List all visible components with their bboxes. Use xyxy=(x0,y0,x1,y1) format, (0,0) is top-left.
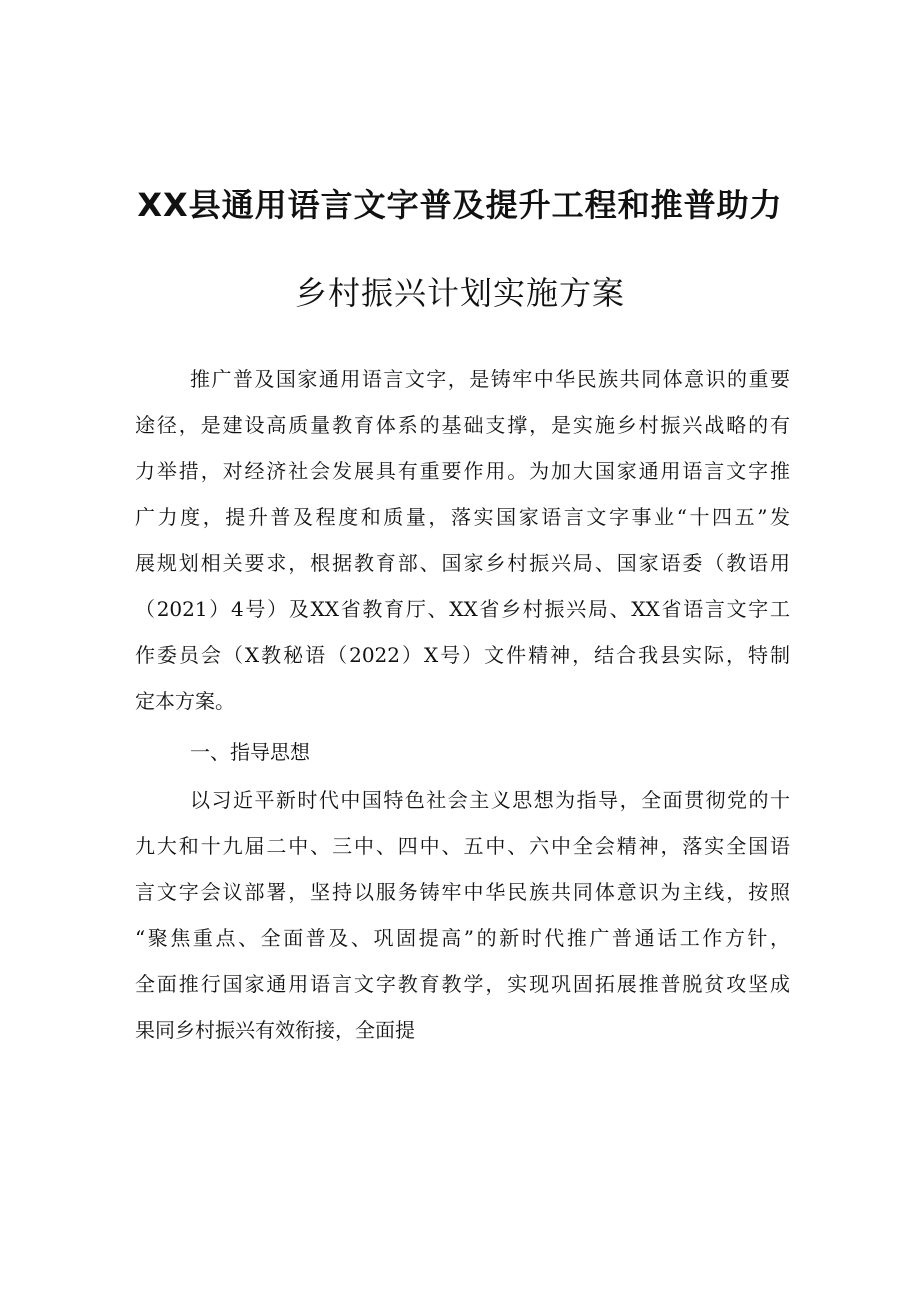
section-paragraph-line: 果同乡村振兴有效衔接，全面提 xyxy=(135,1018,415,1042)
section-paragraph-line: 九大和十九届二中、三中、四中、五中、六中全会精神，落实全国语 xyxy=(135,834,790,858)
intro-paragraph-line: （2021）4号）及XX省教育厅、XX省乡村振兴局、XX省语言文字工 xyxy=(135,597,790,621)
section-paragraph-line: 言文字会议部署，坚持以服务铸牢中华民族共同体意识为主线，按照 xyxy=(135,880,790,904)
section-paragraph-line: “聚焦重点、全面普及、巩固提高”的新时代推广普通话工作方针， xyxy=(135,926,790,950)
intro-paragraph-line: 广力度，提升普及程度和质量，落实国家语言文字事业“十四五”发 xyxy=(135,505,790,529)
intro-paragraph-line: 推广普及国家通用语言文字，是铸牢中华民族共同体意识的重要 xyxy=(190,367,790,391)
document-title-line-1: XX县通用语言文字普及提升工程和推普助力 xyxy=(137,186,783,224)
intro-paragraph-line: 展规划相关要求，根据教育部、国家乡村振兴局、国家语委（教语用 xyxy=(135,551,790,575)
intro-paragraph-line: 定本方案。 xyxy=(135,689,235,713)
intro-paragraph-line: 力举措，对经济社会发展具有重要作用。为加大国家通用语言文字推 xyxy=(135,459,790,483)
section-heading: 一、指导思想 xyxy=(190,740,310,764)
intro-paragraph-line: 途径，是建设高质量教育体系的基础支撑，是实施乡村振兴战略的有 xyxy=(135,413,790,437)
intro-paragraph-line: 作委员会（X教秘语（2022）X号）文件精神，结合我县实际，特制 xyxy=(135,643,790,667)
section-paragraph-line: 以习近平新时代中国特色社会主义思想为指导，全面贯彻党的十 xyxy=(190,788,790,812)
document-title-line-2: 乡村振兴计划实施方案 xyxy=(294,274,625,312)
section-paragraph-line: 全面推行国家通用语言文字教育教学，实现巩固拓展推普脱贫攻坚成 xyxy=(135,972,790,996)
